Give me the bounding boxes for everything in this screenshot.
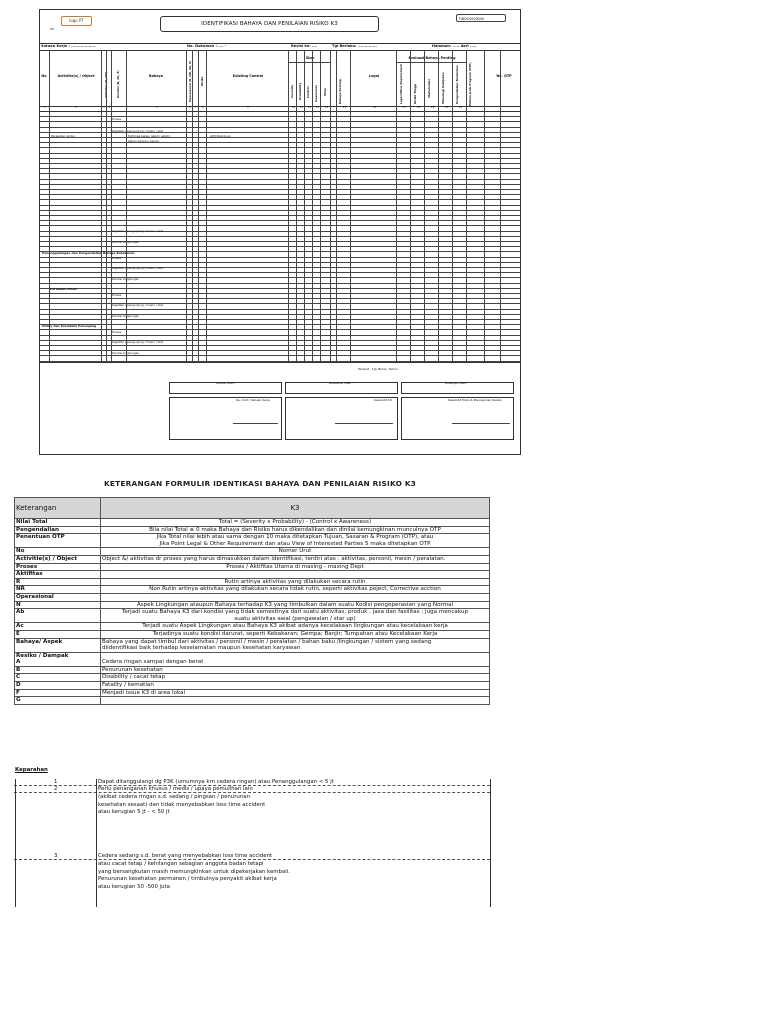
col-number: 8: [202, 106, 204, 109]
keterangan-row: [15, 652, 490, 666]
dibuat-sign-box: [169, 397, 282, 440]
document-code: F/BOS/002/K/00: [456, 14, 506, 22]
keterangan-row: [15, 555, 490, 563]
row-perawatan: Perawatan lantai: [51, 134, 75, 138]
section-penanggulangan: Penanggulangan dan Pengendalian Bahaya Kebakaran: [42, 251, 135, 255]
row-kendaraan-2: Kondisi Lingkungan: [112, 277, 140, 281]
col-number: 20: [445, 106, 449, 109]
col-ev3: Stakeholder: [427, 78, 431, 98]
col-bahaya-penting: Bahaya Penting: [338, 79, 342, 104]
row-kendaraan-4: Kondisi Lingkungan: [112, 351, 140, 355]
row-proses-4: Proses: [112, 330, 122, 334]
keterangan-key: No: [15, 548, 101, 556]
keterangan-key: Bahaya/ Aspek: [15, 638, 101, 652]
keterangan-value: Disability / cacat tetap: [101, 674, 490, 682]
keterangan-key: E: [15, 630, 101, 638]
row-a-text: Tertimpa bahan (jatuh/ patah): [128, 134, 170, 138]
col-number: 18: [417, 106, 421, 109]
col-total: Total: [323, 88, 327, 96]
disetujui-label: Disetujui Oleh :: [445, 381, 469, 385]
row-kegiatan-5: Kegiatan / pengunjung / mesin / alat: [112, 340, 163, 344]
dibuat-label: Dibuat Oleh :: [216, 381, 236, 385]
col-number: 4: [108, 106, 110, 109]
keterangan-row: [15, 534, 490, 548]
keterangan-row: [15, 697, 490, 705]
col-number: 15: [343, 106, 347, 109]
keterangan-key: Ab: [15, 609, 101, 623]
col-kondisi: Kondisi (N, Ab, E): [116, 70, 120, 98]
col-legal: Legal: [368, 74, 380, 78]
row-kegiatan-3: Kegiatan / pengunjung / mesin / alat: [112, 266, 163, 270]
keterangan-row: [15, 586, 490, 594]
keterangan-row: [15, 689, 490, 697]
keterangan-value: Proses / Aktifitas Utama di masing - maxing Dept: [101, 563, 490, 571]
col-control: Control: [306, 86, 310, 98]
col-number: 5: [156, 106, 158, 109]
keterangan-row: [15, 578, 490, 586]
col-ev2: Risiko Tinggi: [413, 83, 417, 104]
keterangan-value: Total = (Severity x Probability) - (Control x Awareness): [101, 519, 490, 527]
row-proses-3: Proses: [112, 293, 122, 297]
keterangan-row: [15, 519, 490, 527]
keparahan-text: Cedera sedang s.d. berat yang menyebabkan loss time accident atau cacat tetap / kehilangan sebagian anggota badan tetapi yang bersangkutan masih memungkinkan untuk dipekerjakan kembali. Penurunan kesehatan permanen / timbulnya penyakit akibat kerja atau kerugian 50 -500 juta: [98, 853, 290, 891]
col-bahaya: Bahaya: [149, 74, 163, 78]
keterangan-key: F: [15, 689, 101, 697]
keterangan-value: Terjadi suatu Bahaya K3 dari kondisi yang tidak semestinya dari suatu aktivitas, produk , jasa dan fasilitas ; juga mencakup suatu aktivitas awal (pengawalan / star up): [101, 609, 490, 623]
section-penunjang: Peralatan Mesin: [50, 287, 78, 291]
keterangan-head-val: K3: [101, 498, 490, 519]
keparahan-text: Perlu penanganan khusus / medis / upaya pemulihan lain (akibat cedera ringan s.d. sedang / pingsan / penurunan kesehatan sesaat) dan tidak menyebabkan loss time accident atau kerugian 5 jt - < 50 jt: [98, 786, 266, 816]
keterangan-value: Menjadi issue K3 di area lokal: [101, 689, 490, 697]
keparahan-number: 3: [54, 853, 58, 859]
row-kegiatan-2: Kegiatan / pengunjung / mesin / alat: [112, 229, 163, 233]
keterangan-title: KETERANGAN FORMULIR IDENTIKASI BAHAYA DAN PENILAIAN RISIKO K3: [104, 479, 417, 488]
keterangan-key: Nilai Total: [15, 519, 101, 527]
tgl-berlaku-field: Tgl Berlaku: ..............: [332, 44, 377, 48]
keterangan-value: Fatality / kematian: [101, 682, 490, 690]
keterangan-value: Terjadinya suatu kondisi darurat, seperti Kebakaran; Gempa; Banjir; Tumpahan atau Kecelakaan Kerja: [101, 630, 490, 638]
keterangan-key: G: [15, 697, 101, 705]
col-number: 2: [75, 106, 77, 109]
row-a-control: APD Pelindung: [210, 134, 231, 138]
col-skor: Skor: [305, 56, 315, 60]
keterangan-key: C: [15, 674, 101, 682]
keterangan-key: Aktifitas: [15, 571, 101, 579]
revisi-field: Revisi ke: ....: [291, 44, 318, 48]
keterangan-head-key: Keterangan: [15, 498, 101, 519]
col-activity: Activitie(s) / Object: [57, 74, 95, 78]
keterangan-key: B: [15, 666, 101, 674]
col-existing-control: Existing Control: [232, 74, 264, 78]
keterangan-value: [101, 593, 490, 601]
place-date: Tempat , Tgl, Bulan, Tahun: [358, 367, 398, 371]
keterangan-row: [15, 682, 490, 690]
row-a-text2: bahan beracun benda: [128, 139, 159, 143]
col-number: 6: [189, 106, 191, 109]
logo-caption: PB: [50, 27, 54, 31]
satuan-kerja-field: Satuan Kerja : ..................: [41, 44, 96, 48]
col-number: 10: [292, 106, 296, 109]
keterangan-value: [101, 571, 490, 579]
row-kegiatan-1: Kegiatan / pengunjung / mesin / alat: [112, 129, 163, 133]
form-title: IDENTIFIKASI BAHAYA DAN PENILAIAN RISIKO K3: [160, 16, 379, 32]
col-number: 1: [44, 106, 46, 109]
keterangan-row: [15, 601, 490, 609]
diketahui-role: Kasubdit K3: [374, 398, 392, 402]
keparahan-text: Dapat ditanggulangi dg P3K (umumnya krn cedera ringan) atau Penanggulangan < 5 jt: [98, 779, 334, 785]
row-proses-2: Proses: [112, 256, 122, 260]
col-ev4: Teknologi Kebijakan: [441, 72, 445, 104]
col-number: 19: [431, 106, 435, 109]
col-operasional: Operasional (R, NR, Ab, E): [188, 60, 192, 102]
col-number: 11: [300, 106, 304, 109]
col-number: 21: [459, 106, 463, 109]
keterangan-value: Terjadi suatu Aspek Lingkungan atau Bahaya K3 akibat adanya kecelakaan lingkungan atau kecelakaan kerja: [101, 623, 490, 631]
hazard-form-sheet: [39, 9, 521, 455]
col-evaluasi: Evaluasi Bahaya Penting: [408, 56, 456, 60]
col-ev5: Pengendalian Tambahan: [455, 65, 459, 104]
col-aktivitas: Aktivitas (R, NR): [104, 71, 108, 98]
col-number: 14: [325, 106, 329, 109]
col-number: 12: [308, 106, 312, 109]
keterangan-key: R: [15, 578, 101, 586]
keterangan-key: D: [15, 682, 101, 690]
dibuat-role: Ka. Unit / Satuan Kerja: [236, 398, 270, 402]
keterangan-value: Object &/ aktivitas dr proses yang harus dimasukkan dalam identifikasi, terdiri atas : aktivitas, personil, mesin / peralatan.: [101, 555, 490, 563]
keterangan-value: Penurunan kesehatan: [101, 666, 490, 674]
keterangan-row: [15, 630, 490, 638]
keterangan-head-row: [15, 498, 490, 519]
row-kendaraan-1: Kondisi Lingkungan: [112, 240, 140, 244]
diketahui-label: Diketahui Oleh :: [329, 381, 354, 385]
col-number: 16: [373, 106, 377, 109]
row-kegiatan-4: Kegiatan / pengunjung / mesin / alat: [112, 303, 163, 307]
row-proses-1: Proses: [112, 117, 122, 121]
keterangan-key: Pengendalian: [15, 526, 101, 534]
keterangan-row: [15, 609, 490, 623]
keterangan-value: Bila nilai Total ≤ 0 maka Bahaya dan Risiko harus dikendalikan dan dinilai kemungkinan munculnya OTP: [101, 526, 490, 534]
col-probability: Probability: [298, 82, 302, 100]
col-number: 9: [247, 106, 249, 109]
keterangan-key: Penentuan OTP: [15, 534, 101, 548]
keterangan-key: Activitie(s) / Object: [15, 555, 101, 563]
keterangan-value: Bahaya yang dapat timbul dari aktivitas / personil / mesin / peralatan / bahan baku /lingkungan / sistem yang sedang diidentifikasi baik terhadap keselamatan maupun kesehatan karyawan: [101, 638, 490, 652]
keterangan-value: Nomer Urut: [101, 548, 490, 556]
keterangan-row: [15, 593, 490, 601]
row-kendaraan-3: Kondisi Lingkungan: [112, 314, 140, 318]
keterangan-key: NR: [15, 586, 101, 594]
disetujui-role: Kasubdit Mutu & Manajemen Resiko: [448, 398, 502, 402]
col-number: 7: [195, 106, 197, 109]
col-risiko: Risiko: [200, 76, 204, 86]
keterangan-key: Ac: [15, 623, 101, 631]
keterangan-table: [14, 497, 490, 705]
col-number: 17: [403, 106, 407, 109]
keterangan-key: N: [15, 601, 101, 609]
keterangan-value: Jika Total nilai lebih atau sama dengan 10 maka ditetapkan Tujuan, Sasaran & Program (OTP), atau Jika Point Legal & Other Requirement dan atau View of Interested Parties 5 maka ditetapkan OTP: [101, 534, 490, 548]
disetujui-sign-box: [401, 397, 514, 440]
keterangan-row: [15, 623, 490, 631]
col-ev1: Legal Other Requirement: [399, 64, 403, 104]
keterangan-key: Resiko / Dampak A: [15, 652, 101, 666]
keterangan-row: [15, 638, 490, 652]
keparahan-number: 2: [54, 786, 58, 792]
keterangan-row: [15, 548, 490, 556]
keterangan-value: Aspek Lingkungan ataupun Bahaya terhadap K3 yang timbulkan dalam suatu Kodisi pengoperasian yang Normal: [101, 601, 490, 609]
company-logo: logo PT: [61, 16, 92, 26]
keterangan-row: [15, 526, 490, 534]
keparahan-label: Keparahan: [15, 767, 48, 773]
keterangan-value: [101, 697, 490, 705]
col-number: 13: [316, 106, 320, 109]
keterangan-key: Proses: [15, 563, 101, 571]
keterangan-value: Non Rutin artinya aktivitas yang dilakukan secara tidak rutin, seperti aktivitas poject, Corrective acction: [101, 586, 490, 594]
keterangan-row: [15, 563, 490, 571]
keterangan-value: Rutin artinya aktivitas yang dilakukan secara rutin: [101, 578, 490, 586]
col-program: Pilihan Jenis Program (OTP): [468, 62, 472, 106]
keterangan-key: Operasional: [15, 593, 101, 601]
section-utility: Utility dan Peralatan Penunjang: [42, 324, 97, 328]
col-severity: Severity: [290, 84, 294, 98]
keterangan-row: [15, 666, 490, 674]
keterangan-row: [15, 674, 490, 682]
col-number: 3: [103, 106, 105, 109]
diketahui-sign-box: [285, 397, 398, 440]
keterangan-row: [15, 571, 490, 579]
keterangan-value: Cedera ringan sampai dengan berat: [101, 652, 490, 666]
halaman-field: Halaman: ..... dari .....: [432, 44, 477, 48]
col-no-otp: No. OTP: [496, 74, 512, 78]
col-awareness: Awareness: [314, 84, 318, 102]
keparahan-number: 1: [54, 779, 58, 785]
col-no: No: [41, 74, 47, 78]
no-dokumen-field: No. Dokumen : .... -: [187, 44, 227, 48]
